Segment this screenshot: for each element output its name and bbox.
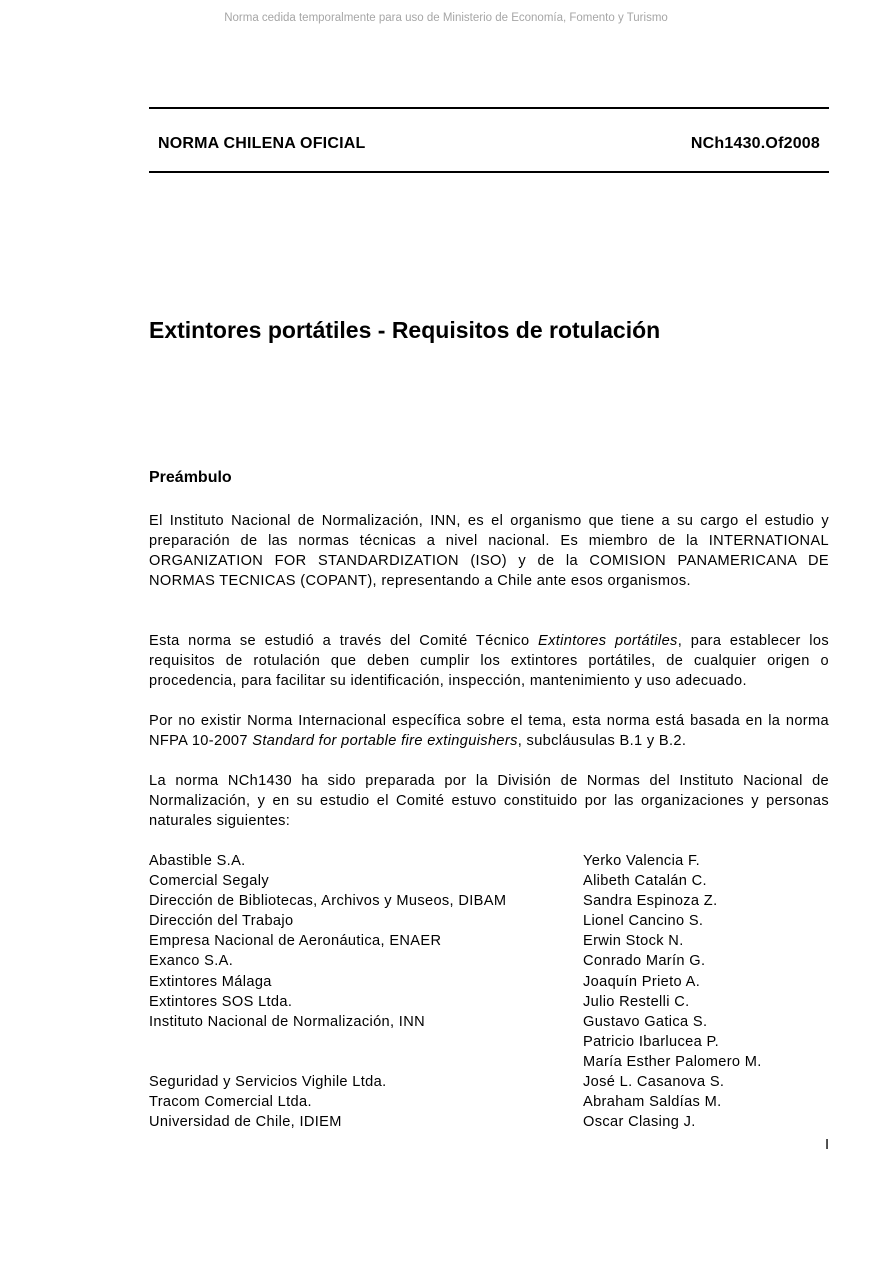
paragraph-basis <box>149 711 829 751</box>
committee-person: Conrado Marín G. <box>583 953 706 970</box>
committee-organization: Exanco S.A. <box>149 953 234 970</box>
committee-organization: Abastible S.A. <box>149 853 246 869</box>
committee-organization: Extintores SOS Ltda. <box>149 993 293 1010</box>
committee-row <box>149 1052 829 1072</box>
reference-standard-title: Standard for portable fire extinguishers <box>252 733 518 749</box>
committee-row <box>149 911 829 931</box>
committee-person: José L. Casanova S. <box>583 1074 725 1091</box>
committee-row <box>149 1072 829 1092</box>
committee-person: Abraham Saldías M. <box>583 1094 722 1111</box>
committee-organization: Dirección del Trabajo <box>149 913 294 930</box>
committee-organization <box>149 1032 583 1052</box>
standard-code: NCh1430.Of2008 <box>690 135 820 152</box>
committee-row <box>149 891 829 911</box>
paragraph-committee-intro: La norma NCh1430 ha sido preparada por la División de Normas del Instituto Nacional de Normalización, y en su estudio el Comité estuvo constituido por las organizaciones y personas naturales siguientes: <box>149 773 829 829</box>
committee-row <box>149 1112 829 1132</box>
committee-row <box>149 931 829 951</box>
paragraph-text: , para establecer los requisitos de rotulación que deben cumplir los extintores portátiles, de cualquier origen o procedencia, para facilitar su identificación, inspección, mantenimiento y uso adecuado. <box>149 633 829 689</box>
paragraph-text: , subcláusulas B.1 y B.2. <box>517 733 687 749</box>
committee-person: Erwin Stock N. <box>583 933 684 950</box>
committee-row <box>149 1012 829 1032</box>
committee-organization: Tracom Comercial Ltda. <box>149 1094 312 1111</box>
paragraph-text: Por no existir Norma Internacional específica sobre el tema, esta norma está basada en la norma NFPA 10-2007 <box>149 713 829 749</box>
committee-row <box>149 851 829 871</box>
committee-row <box>149 1092 829 1112</box>
committee-person: Sandra Espinoza Z. <box>583 893 718 910</box>
committee-organization <box>149 1052 583 1072</box>
committee-organization: Seguridad y Servicios Vighile Ltda. <box>149 1074 387 1091</box>
committee-row <box>149 871 829 891</box>
committee-organization: Extintores Málaga <box>149 973 272 990</box>
committee-row <box>149 1032 829 1052</box>
page-title: Extintores portátiles - Requisitos de rotulación <box>149 317 661 343</box>
committee-person: Alibeth Catalán C. <box>583 873 707 890</box>
committee-organization: Dirección de Bibliotecas, Archivos y Museos, DIBAM <box>149 893 507 910</box>
watermark-text: Norma cedida temporalmente para uso de Ministerio de Economía, Fomento y Turismo <box>224 12 668 24</box>
committee-person: María Esther Palomero M. <box>583 1053 762 1070</box>
committee-organization: Comercial Segaly <box>149 873 269 890</box>
committee-members-list <box>149 851 829 1132</box>
header-bottom-rule <box>149 171 829 173</box>
committee-row <box>149 951 829 971</box>
committee-person: Oscar Clasing J. <box>583 1114 696 1131</box>
committee-row <box>149 992 829 1012</box>
section-heading-preambulo: Preámbulo <box>149 469 232 486</box>
committee-person: Yerko Valencia F. <box>583 853 701 869</box>
page-number: I <box>824 1137 829 1153</box>
committee-row <box>149 972 829 992</box>
committee-organization: Empresa Nacional de Aeronáutica, ENAER <box>149 933 442 950</box>
paragraph-inn-description: El Instituto Nacional de Normalización, INN, es el organismo que tiene a su cargo el estudio y preparación de las normas técnicas a nivel nacional. Es miembro de la INTERNATIONAL ORGANIZATION FOR STANDARDIZATION (ISO) y de la COMISION PANAMERICANA DE NORMAS TECNICAS (COPANT), representando a Chile ante esos organismos. <box>149 513 829 589</box>
committee-person: Gustavo Gatica S. <box>583 1013 708 1030</box>
committee-person: Julio Restelli C. <box>583 993 690 1010</box>
header-top-rule <box>149 107 829 109</box>
paragraph-committee-purpose <box>149 631 829 691</box>
committee-name: Extintores portátiles <box>538 633 678 649</box>
committee-organization: Universidad de Chile, IDIEM <box>149 1114 342 1131</box>
committee-person: Patricio Ibarlucea P. <box>583 1033 720 1050</box>
committee-person: Joaquín Prieto A. <box>583 973 701 990</box>
document-type-label: NORMA CHILENA OFICIAL <box>158 135 366 152</box>
committee-organization: Instituto Nacional de Normalización, INN <box>149 1013 425 1030</box>
committee-person: Lionel Cancino S. <box>583 913 704 930</box>
paragraph-text: Esta norma se estudió a través del Comité Técnico <box>149 633 539 649</box>
